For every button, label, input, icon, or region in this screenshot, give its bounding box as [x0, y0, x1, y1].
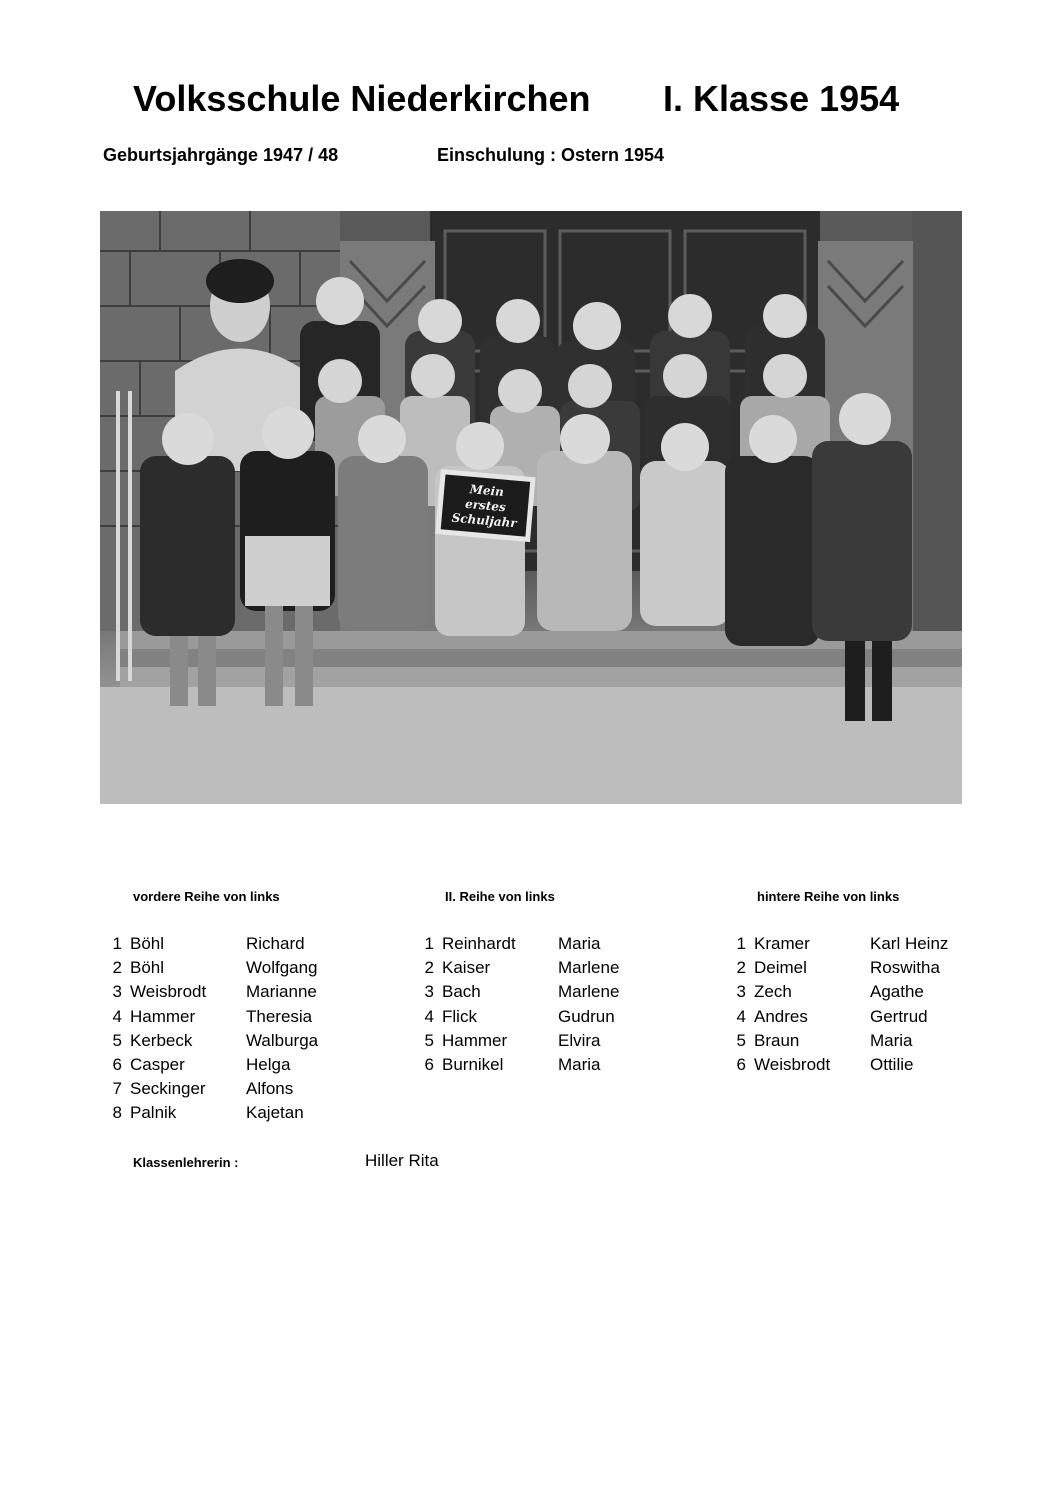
list-item: 3 Zech Agathe	[736, 982, 924, 1002]
enrollment-date: Einschulung : Ostern 1954	[437, 145, 665, 165]
list-item: 3 Bach Marlene	[424, 982, 620, 1002]
list-item: 6 Weisbrodt Ottilie	[736, 1054, 914, 1074]
slate-line-2: erstes	[464, 496, 507, 515]
class-photo	[100, 211, 962, 804]
teacher-name: Hiller Rita	[365, 1151, 439, 1170]
list-item: 5 Braun Maria	[736, 1030, 913, 1050]
row-heading-second: II. Reihe von links	[445, 889, 555, 904]
slate-line-1: Mein	[469, 482, 505, 500]
teacher-label: Klassenlehrerin :	[133, 1155, 239, 1170]
list-item: 4 Hammer Theresia	[112, 1006, 313, 1026]
name-list-back	[732, 932, 982, 1077]
list-item: 4 Andres Gertrud	[736, 1006, 928, 1026]
school-title: Volksschule Niederkirchen	[133, 78, 591, 119]
list-item: 1 Kramer Karl Heinz	[736, 934, 949, 953]
list-item: 2 Kaiser Marlene	[424, 958, 620, 978]
list-item: 2 Böhl Wolfgang	[112, 958, 318, 978]
class-title: I. Klasse 1954	[663, 78, 900, 119]
list-item: 7 Seckinger Alfons	[112, 1079, 294, 1099]
list-item: 3 Weisbrodt Marianne	[112, 982, 317, 1002]
list-item: 6 Casper Helga	[112, 1054, 291, 1074]
name-list-second	[420, 932, 660, 1077]
list-item: 6 Burnikel Maria	[424, 1054, 601, 1074]
list-item: 4 Flick Gudrun	[424, 1006, 615, 1026]
row-heading-front: vordere Reihe von links	[133, 889, 280, 904]
list-item: 1 Reinhardt Maria	[424, 934, 601, 953]
row-heading-back: hintere Reihe von links	[757, 889, 900, 904]
slate-line-3: Schuljahr	[451, 510, 518, 531]
list-item: 2 Deimel Roswitha	[736, 958, 940, 978]
list-item: 1 Böhl Richard	[112, 934, 305, 953]
list-item: 5 Kerbeck Walburga	[112, 1030, 319, 1050]
list-item: 5 Hammer Elvira	[424, 1030, 601, 1050]
birth-years: Geburtsjahrgänge 1947 / 48	[103, 145, 339, 165]
list-item: 8 Palnik Kajetan	[112, 1103, 304, 1123]
name-list-front	[108, 932, 348, 1126]
